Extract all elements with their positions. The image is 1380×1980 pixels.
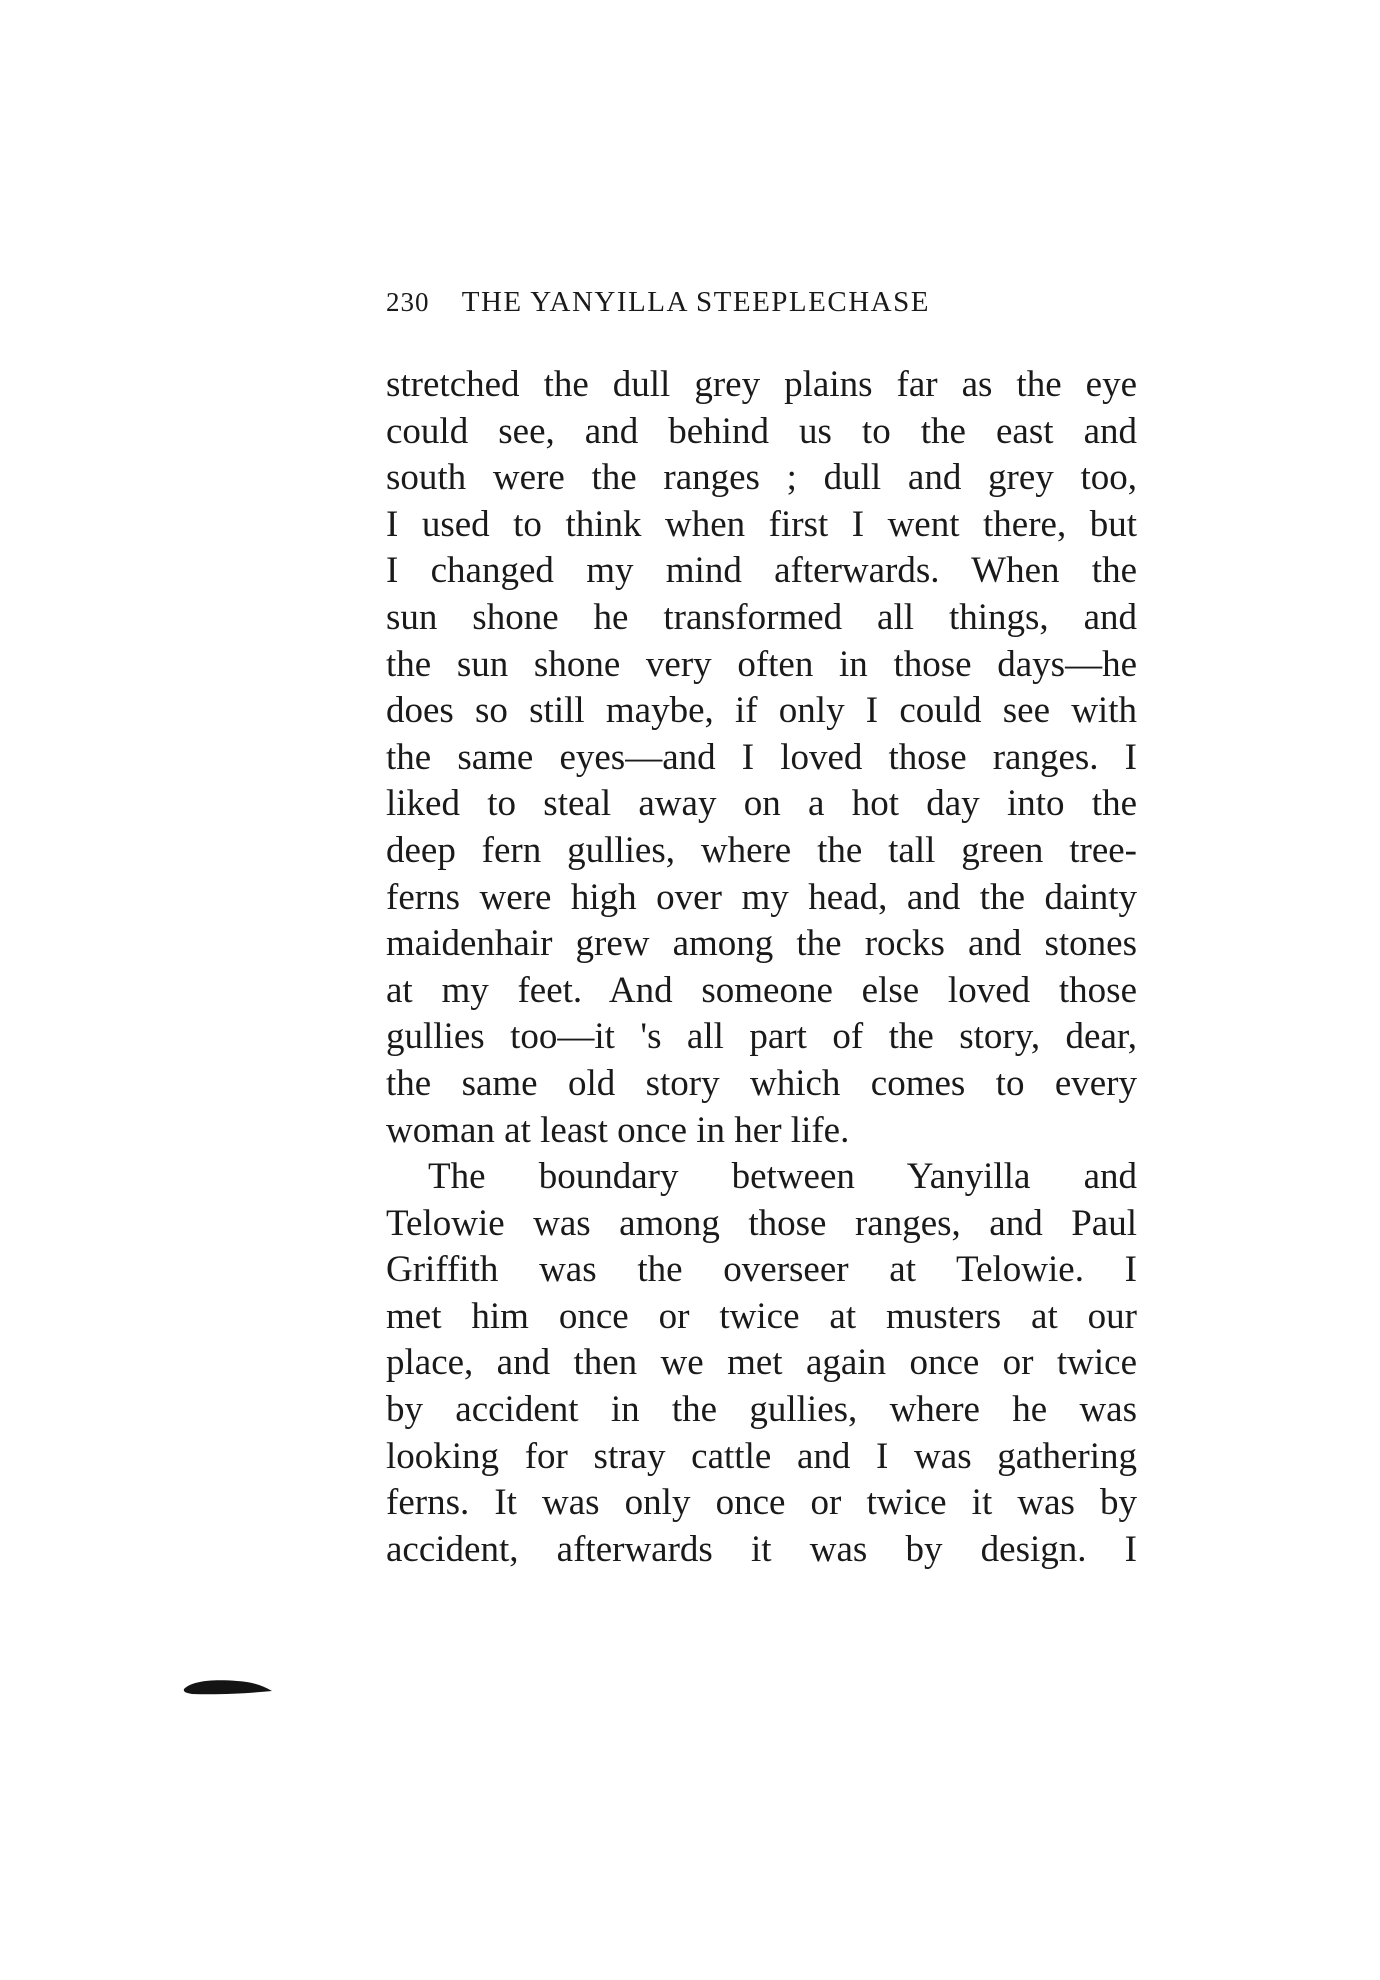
text-line: ferns were high over my head, and the dainty	[386, 876, 1137, 918]
text-line: does so still maybe, if only I could see with	[386, 690, 1137, 732]
text-line: gullies too—it 's all part of the story, dear,	[386, 1016, 1137, 1058]
text-line: by accident in the gullies, where he was	[386, 1389, 1137, 1431]
text-line: the same eyes—and I loved those ranges. I	[386, 736, 1137, 778]
text-line: The boundary between Yanyilla and	[428, 1156, 1137, 1198]
text-line: south were the ranges ; dull and grey too,	[386, 457, 1137, 499]
text-line: the same old story which comes to every	[386, 1062, 1137, 1104]
text-line: met him once or twice at musters at our	[386, 1295, 1137, 1337]
paragraph-2	[386, 1154, 1137, 1573]
text-line: stretched the dull grey plains far as the eye	[386, 364, 1137, 405]
text-line: could see, and behind us to the east and	[386, 410, 1137, 452]
text-line: I used to think when first I went there, but	[386, 503, 1137, 545]
text-line: at my feet. And someone else loved those	[386, 969, 1137, 1011]
text-line: place, and then we met again once or twice	[386, 1342, 1137, 1384]
ink-blot-mark	[182, 1675, 274, 1697]
text-line: the sun shone very often in those days—he	[386, 643, 1137, 685]
running-head	[386, 286, 1146, 326]
text-line: sun shone he transformed all things, and	[386, 596, 1137, 638]
body-text	[386, 362, 1137, 1573]
text-line: woman at least once in her life.	[386, 1109, 850, 1151]
paragraph-1	[386, 362, 1137, 1154]
text-line: looking for stray cattle and I was gathering	[386, 1435, 1137, 1477]
text-line: ferns. It was only once or twice it was by	[386, 1482, 1137, 1524]
text-line: liked to steal away on a hot day into the	[386, 783, 1137, 825]
text-line: accident, afterwards it was by design. I	[386, 1528, 1137, 1570]
text-line: Telowie was among those ranges, and Paul	[386, 1202, 1137, 1244]
text-line: maidenhair grew among the rocks and stones	[386, 923, 1137, 965]
running-title: THE YANYILLA STEEPLECHASE	[461, 286, 930, 318]
text-line: I changed my mind afterwards. When the	[386, 550, 1137, 592]
text-line: deep fern gullies, where the tall green tree-	[386, 829, 1137, 871]
page-number: 230	[386, 287, 430, 317]
text-line: Griffith was the overseer at Telowie. I	[386, 1249, 1137, 1291]
